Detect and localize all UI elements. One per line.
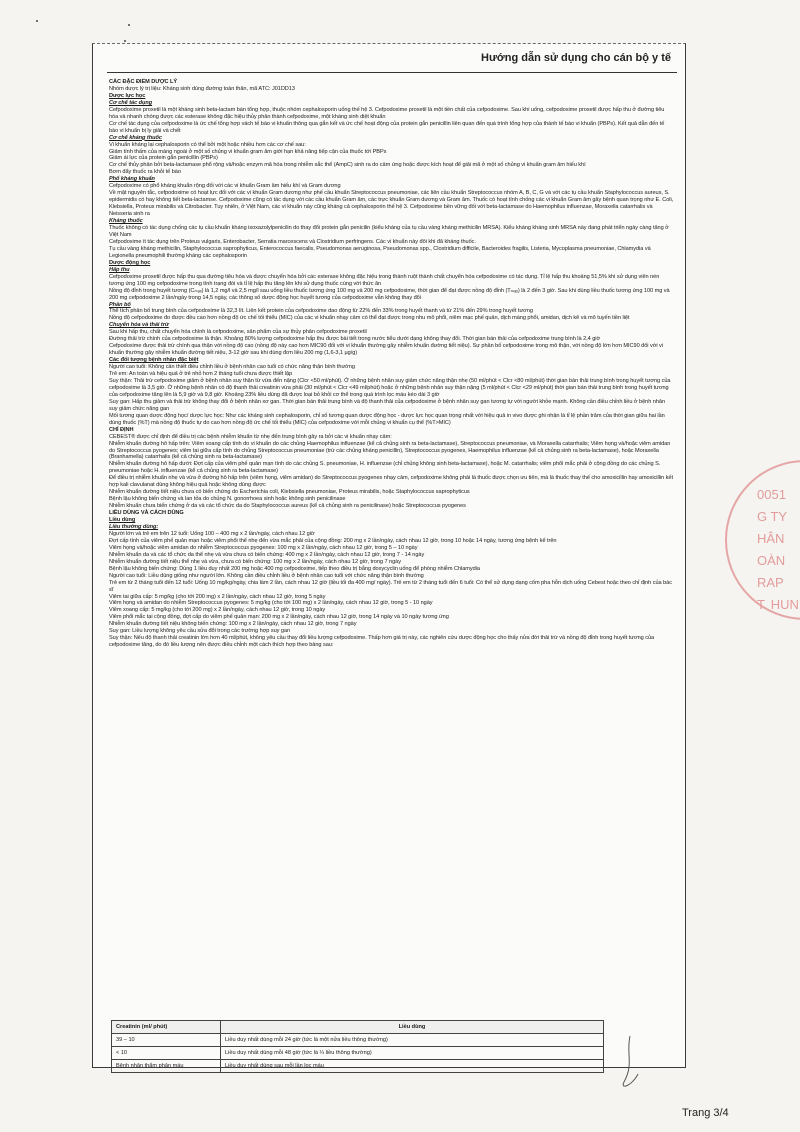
paragraph: Đợt cấp tính của viêm phế quản mạn hoặc viêm phổi thể nhẹ đến vừa mắc phải của cộng đồng: 200 mg x 2 lần/ngày, cách nhau 12 giờ, trong 10 hoặc 14 ngày, tương ứng bệnh kể trên (109, 537, 557, 544)
subsection-heading: Dược lực học (109, 92, 146, 99)
paragraph: Giảm tính thấm của màng ngoài ở một số chủng vi khuẩn gram âm giới hạn khả năng tiếp cận của thuốc tới PBPs (109, 148, 387, 155)
stamp-line: RAP (757, 575, 784, 590)
signature-mark (612, 1034, 642, 1094)
paragraph: Nồng độ cefpodoxime đo được đều cao hơn nồng độ ức chế tối thiểu (MIC) của các vi khuẩn nhạy cảm có thể đạt được trong nhu mô phổi, niêm mạc phế quản, dịch màng phổi, amidan, dịch kẽ và mô tuyến tiền liệt (109, 315, 630, 322)
paragraph: Người cao tuổi: Liều dùng giống như người lớn. Không cần điều chỉnh liều ở bệnh nhân cao tuổi với chức năng thận bình thường (109, 572, 424, 579)
paragraph: Nhiễm khuẩn đường tiết niệu chưa có biến chứng do Escherichia coli, Klebsiella pneumoniae, Proteus mirabilis, hoặc Staphylococcus saprophyticus (109, 489, 470, 496)
topic-heading: Phân bố (109, 301, 131, 308)
stamp-line: G TY (757, 509, 788, 524)
section-heading: LIỀU DÙNG VÀ CÁCH DÙNG (109, 510, 184, 517)
paragraph: Cefpodoxime proxetil được hấp thu qua đường tiêu hóa và được chuyển hóa bởi các esterase không đặc hiệu trong thành ruột thành chất chuyển hóa cefpodoxime có tác dụng. Tỉ lệ hấp thu khoảng 51,5% khi sử dụng viên nén tương ứng 100 mg cefpodoxime trong tình trạng đói và tỉ lệ hấp thu tăng lên khi sử dụng thuốc cùng với thức ăn (109, 273, 660, 287)
paragraph: Viêm xoang cấp: 5 mg/kg (cho tới 200 mg) x 2 lần/ngày, cách nhau 12 giờ, trong 10 ngày (109, 607, 326, 614)
paragraph: Về mặt nguyên tắc, cefpodoxime có hoạt lực đối với các vi khuẩn Gram dương như phế cầu khuẩn Streptococcus pneumoniae, các liên cầu khuẩn Streptococcus nhóm A, B, C, G và với các tụ cầu khuẩn Staphylococcus aureus, S. epidermidis có hay không tiết beta-lactamse. Cefpodoxime cũng có tác dụng với các cầu khuẩn Gram âm, các trực khuẩn Gram dương và Gram âm. Thuốc có hoạt tính chống các vi khuẩn Gram âm gây bệnh quan trọng như E. Coli, Klebsiella, Proteus mirabilis và Citrobacter. Tuy nhiên, ở Việt Nam, các vi khuẩn này cũng kháng cả cephalosporin thế hệ 3. Cefpodoxime bền vững đối với beta-lactamase do Haemophilus influenzae, Moraxella catarrhalis và Neisseria sinh ra (109, 190, 674, 218)
table-cell: Bệnh nhân thẩm phân máu (112, 1060, 221, 1073)
paragraph: Nhiễm khuẩn da và các tổ chức da thể nhẹ và vừa chưa có biến chứng: 400 mg x 2 lần/ngày, cách nhau 12 giờ, trong 7 - 14 ngày (109, 551, 425, 558)
paragraph: Viêm họng và amidan do nhiễm Streptococcus pyogenes: 5 mg/kg (cho tới 100 mg) x 2 lần/ngày, cách nhau 12 giờ, trong 5 - 10 ngày (109, 600, 433, 607)
header-divider (107, 72, 677, 73)
paragraph: Cơ chế thủy phân bởi beta-lactamase phổ rộng và/hoặc enzym mã hóa trong nhiễm sắc thể (AmpC) sinh ra do cảm ứng hoặc được kích hoạt để giải mã ở một số chủng vi khuẩn gram âm hiếu khí (109, 162, 586, 169)
topic-heading: Chuyển hóa và thải trừ (109, 322, 169, 329)
topic-heading: Cơ chế tác dụng (109, 99, 153, 106)
paragraph: Bệnh lậu không biến chứng và lan tỏa do chủng N. gonorrhoea sinh hoặc không sinh penicilinase (109, 496, 346, 503)
paragraph: Trẻ em từ 2 tháng tuổi đến 12 tuổi: Uống 10 mg/kg/ngày, chia làm 2 lần, cách nhau 12 giờ (liều tối đa 400 mg/ ngày). Trẻ em từ 2 tháng tuổi đến 6 tuổi: Có thể sử dụng dạng cốm pha hỗn dịch uống Cebest hoặc theo chỉ định của bác sĩ (109, 579, 672, 593)
company-stamp (725, 460, 800, 620)
paragraph: Suy gan: Liều lượng không yêu cầu sửa đổi trong các trường hợp suy gan (109, 628, 291, 635)
paragraph: Đường thải trừ chính của cefpodoxime là thận. Khoảng 80% lượng cefpodoxime hấp thu được bài tiết trong nước tiểu dưới dạng không thay đổi. Thời gian bán thải của cefpodoxime trung bình là 2,4 giờ (109, 336, 601, 343)
paragraph: Suy thận: Thải trừ cefpodoxime giảm ở bệnh nhân suy thận từ vừa đến nặng (Clcr <50 ml/phút). Ở những bệnh nhân suy giảm chức năng thận nhẹ (50 ml/phút < Clcr <80 ml/phút) thời gian bán thải trung bình trong huyết tương của cefpodoxime là 3,5 giờ. Ở những bệnh nhân có độ thanh thải creatinin vừa phải (30 ml/phút < Clcr <49 ml/phút) hoặc ở những bệnh nhân suy thận nặng (5 ml/phút < Clcr <29 ml/phút) thời gian bán thải trung bình trong huyết tương của cefpodoxime tăng lên là 5,9 giờ và 9,8 giờ. Khoảng 23% liều dùng đã được loại bỏ khỏi cơ thể trong quá trình lọc máu kéo dài 3 giờ (109, 377, 671, 398)
paragraph: Cefpodoxime proxetil là một kháng sinh beta-lactam bán tổng hợp, thuộc nhóm cephalosporin uống thế hệ 3. Cefpodoxime proxetil là một tiền chất của cefpodoxime. Sau khi uống, cefpodoxime proxetil được hấp thu ở đường tiêu hóa và nhanh chóng được các esterase không đặc hiệu thủy phân thành cefpodoxime, một kháng sinh diệt khuẩn (109, 106, 665, 120)
paragraph: Thể tích phân bố trung bình của cefpodoxime là 32,3 lít. Liên kết protein của cefpodoxime dao động từ 22% đến 33% trong huyết thanh và từ 21% đến 29% trong huyết tương (109, 308, 533, 315)
section-heading: CÁC ĐẶC ĐIỂM DƯỢC LÝ (109, 79, 178, 85)
table-header-row (112, 1021, 604, 1034)
paragraph: Nhiễm khuẩn đường tiết niệu không biến chứng: 100 mg x 2 lần/ngày, cách nhau 12 giờ, trong 7 ngày (109, 621, 357, 628)
paragraph: Viêm tai giữa cấp: 5 mg/kg (cho tới 200 mg) x 2 lần/ngày, cách nhau 12 giờ, trong 5 ngày (109, 593, 326, 600)
table-cell: < 10 (112, 1047, 221, 1060)
paragraph: Nhóm dược lý trị liệu: Kháng sinh dùng đường toàn thân, mã ATC: J01DD13 (109, 85, 295, 92)
stamp-line: OÀN (757, 553, 786, 568)
table-row (112, 1047, 604, 1060)
paragraph: Giảm ái lực của protein gắn penicillin (PBPs) (109, 155, 218, 162)
paragraph: Mối tương quan dược động học/ dược lực học: Như các kháng sinh cephalosporin, chỉ số tương quan dược động học - dược lực học quan trọng nhất với hiệu quả in vivo được ghi nhận là tỉ lệ phần trăm của thời gian giữa hai lần dùng thuốc (%T) mà nồng độ thuốc tự do cao hơn nồng độ ức chế tối thiểu (MIC) của cefpodoxime với mỗi chủng vi khuẩn cụ thể (%T>MIC) (109, 412, 665, 426)
paragraph: Bệnh lậu không biến chứng: Dùng 1 liều duy nhất 200 mg hoặc 400 mg cefpodoxime, tiếp theo điều trị bằng doxycyclin uống để phòng nhiễm Chlamydia (109, 565, 480, 572)
paragraph: Nhiễm khuẩn đường hô hấp trên: Viêm xoang cấp tính do vi khuẩn do các chủng Haemophilus influenzae (kể cả chủng sinh ra beta-lactamase), Streptococcus pneumoniae, và Moraxella catarrhalis; Viêm họng và/hoặc viêm amidan do Streptococcus pyogenes; viêm tai giữa cấp tính do chủng Streptococcus pneumoniae (trừ các chủng kháng penicillin), Streptococcus pyogenes, Haemophilus influenzae (kể cả chủng sinh ra beta-lactamase), hoặc Moraxella (Branhamella) catarrhalis (kể cả chủng sinh ra beta-lactamase) (109, 440, 671, 461)
paragraph: Cefpodoxime có phổ kháng khuẩn rộng đối với các vi khuẩn Gram âm hiếu khí và Gram dương (109, 183, 341, 190)
paragraph: Bơm đẩy thuốc ra khỏi tế bào (109, 169, 181, 176)
table-header-cell: Liều dùng (221, 1021, 604, 1034)
section-heading: CHỈ ĐỊNH (109, 426, 134, 433)
paragraph: Cơ chế tác dụng của cefpodoxime là ức chế tổng hợp vách tế bào vi khuẩn thông qua gắn kết và ức chế hoạt động của protein gắn penicillin liên quan đến quá trình tổng hợp của thành tế bào vi khuẩn (PBPs). Kết quả dẫn đến tế bào vi khuẩn bị ly giải và chết (109, 120, 665, 134)
paragraph: Người lớn và trẻ em trên 12 tuổi: Uống 100 – 400 mg x 2 lần/ngày, cách nhau 12 giờ (109, 530, 315, 537)
paragraph: Nhiễm khuẩn đường tiết niệu thể nhẹ và vừa, chưa có biến chứng: 100 mg x 2 lần/ngày, cách nhau 12 giờ, trong 7 ngày (109, 558, 401, 565)
subsection-heading: Các đối tượng bệnh nhân đặc biệt (109, 357, 199, 364)
stamp-line: HÂN (757, 531, 785, 546)
table-header-cell: Creatinin (ml/ phút) (112, 1021, 221, 1034)
paragraph: Viêm phổi mắc tại cộng đồng, đợt cấp do viêm phế quản mạn: 200 mg x 2 lần/ngày, cách nhau 12 giờ, trong 14 ngày và 10 ngày tương ứng (109, 614, 449, 621)
paragraph: Trẻ em: An toàn và hiệu quả ở trẻ nhỏ hơn 2 tháng tuổi chưa được thiết lập (109, 371, 293, 378)
stamp-line: T. HUN (757, 597, 799, 612)
subsection-heading: Liều dùng (109, 517, 136, 524)
table-cell: 39 – 10 (112, 1034, 221, 1047)
paragraph: Nồng độ đỉnh trong huyết tương (Cₘₐₓ) là 1,2 mg/l và 2,5 mg/l sau uống liều thuốc tương ứng 100 mg và 200 mg cefpodoxime, thời gian để đạt được nồng độ đỉnh (Tₘₐₓ) là 2 đến 3 giờ. Sau khi dùng liều thuốc tương ứng 100 mg và 200 mg cefpodoxime 2 lần/ngày trong 14,5 ngày, các thông số dược động học huyết tương của cefpodoxime vẫn không thay đổi (109, 287, 670, 301)
table-row (112, 1034, 604, 1047)
topic-heading: Liều thường dùng: (109, 524, 159, 530)
paragraph: Thuốc không có tác dụng chống các tụ cầu khuẩn kháng isoxazolylpenicilin do thay đổi protein gắn penicilin (kiểu kháng của tụ cầu vàng kháng methicilin MRSA). Kiểu kháng kháng sinh MRSA này đang phát triển ngày càng tăng ở Việt Nam (109, 225, 669, 238)
paragraph: Vi khuẩn kháng lại cephalosporin có thể bởi một hoặc nhiều hơn các cơ chế sau: (109, 141, 306, 148)
table-cell: Liều duy nhất dùng mỗi 48 giờ (tức là ¼ liều thông thường) (221, 1047, 604, 1060)
paragraph: Viêm họng và/hoặc viêm amidan do nhiễm Streptococcus pyogenes: 100 mg x 2 lần/ngày, cách nhau 12 giờ, trong 5 – 10 ngày (109, 544, 418, 551)
page-header-title: Hướng dẫn sử dụng cho cán bộ y tế (481, 52, 671, 64)
topic-heading: Phổ kháng khuẩn (109, 176, 155, 183)
table-cell: Liều duy nhất dùng sau mỗi lần lọc máu (221, 1060, 604, 1073)
paragraph: CEBEST® được chỉ định để điều trị các bệnh nhiễm khuẩn từ nhẹ đến trung bình gây ra bởi các vi khuẩn nhạy cảm: (109, 433, 392, 440)
paragraph: Để điều trị nhiễm khuẩn nhẹ và vừa ở đường hô hấp trên (viêm họng, viêm amidan) do Streptococcus pyogenes nhạy cảm, cefpodoxime không phải là thuốc được chọn ưu tiên, mà là thuốc thay thế cho amoxicillin hay amoxicillin kết hợp kali clavulanat dùng không hiệu quả hoặc không dùng được (109, 475, 673, 489)
paragraph: Sau khi hấp thu, chất chuyển hóa chính là cefpodoxime, sản phẩm của sự thủy phân cefpodoxime proxetil (109, 329, 367, 336)
page-number: Trang 3/4 (682, 1107, 729, 1119)
paragraph: Cefpodoxime được thải trừ chính qua thận với nồng độ cao (nồng độ này cao hơn MIC90 đối với vi khuẩn thường gây nhiễm khuẩn đường tiết niệu). Sự phân bố cefpodoxime trong mô thận, với nồng độ lớn hơn MIC90 đối với vi khuẩn thường gây nhiễm khuẩn đường tiết niệu, 3-12 giờ sau khi dùng đơn liều 200 mg (1,6-3,1 µg/g) (109, 343, 663, 357)
document-page (92, 43, 686, 1068)
subsection-heading: Dược động học (109, 259, 151, 266)
paragraph: Nhiễm khuẩn chưa biến chứng ở da và các tổ chức da do Staphylococcus aureus (kể cả chủng sinh ra penicilinase) hoặc Streptococcus pyogenes (109, 503, 466, 510)
table-row (112, 1060, 604, 1073)
table-cell: Liều duy nhất dùng mỗi 24 giờ (tức là một nửa liều thông thường) (221, 1034, 604, 1047)
paragraph: Cefpodoxime ít tác dụng trên Proteus vulgaris, Enterobacter, Serratia marcescens và Clostridium perfringens. Các vi khuẩn này đôi khi đã kháng thuốc. (109, 238, 476, 245)
renal-dosage-table (111, 1020, 604, 1073)
stamp-line: 0051 (757, 487, 786, 502)
paragraph: Suy gan: Hấp thu giảm và thải trừ không thay đổi ở bệnh nhân xơ gan. Thời gian bán thải trung bình và độ thanh thải của cefpodoxime ở bệnh nhân suy gan tương tự với người khỏe mạnh. Không cần điều chỉnh liều ở bệnh nhân suy giảm chức năng gan (109, 398, 666, 412)
topic-heading: Kháng thuốc (109, 218, 143, 225)
paragraph: Suy thận: Nếu độ thanh thải creatinin lớn hơn 40 ml/phút, không yêu cầu thay đổi liều lượng cefpodoxime. Thấp hơn giá trị này, các nghiên cứu dược động học cho thấy nửa đời thải trừ và nồng độ đỉnh trong huyết tương của cefpodoxime tăng, do đó liều lượng nên được điều chỉnh một cách thích hợp theo bảng sau: (109, 635, 655, 649)
paragraph: Người cao tuổi: Không cần thiết điều chỉnh liều ở bệnh nhân cao tuổi có chức năng thận bình thường (109, 364, 355, 371)
paragraph: Nhiễm khuẩn đường hô hấp dưới: Đợt cấp của viêm phế quản mạn tính do các chủng S. pneumoniae, H. influenzae (chỉ chủng không sinh beta-lactamase), hoặc M. catarrhalis; viêm phổi mắc phải ở cộng đồng do các chủng S. pneumoniae hoặc H. influenzae (kể cả chủng sinh ra beta-lactamase) (109, 461, 661, 475)
paragraph: Tụ cầu vàng kháng methicilin, Staphylococcus saprophyticus, Enterococcus faecalis, Pseudomonas aeruginosa, Pseudomonas spp., Clostridium difficile, Bacteroides fragilis, Listeria, Mycoplasma pneumoniae, Chlamydia và Legionella pneumophili thường kháng các cephalosporin (109, 245, 651, 259)
topic-heading: Cơ chế kháng thuốc (109, 134, 162, 141)
document-body (109, 79, 675, 649)
topic-heading: Hấp thu (109, 266, 130, 273)
